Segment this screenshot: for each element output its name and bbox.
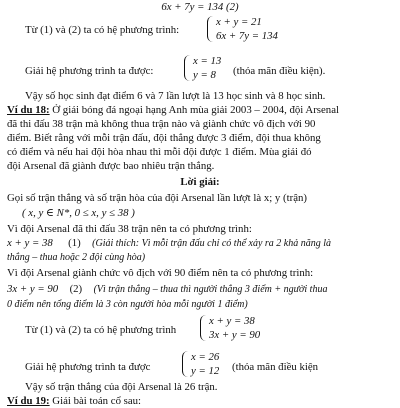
conclusion-text: Vậy số học sinh đạt điểm 6 và 7 lần lượt là 13 học sinh và 8 học sinh.: [25, 90, 326, 102]
paragraph-line: Gọi số trận thắng và số trận hòa của đội Arsenal lần lượt là x; y (trận): [7, 192, 307, 204]
equation-number: (1): [68, 237, 81, 249]
brace-icon: [200, 315, 207, 341]
example-18-label: Ví du 18:: [7, 104, 50, 116]
equation-2-header: 6x + 7y = 134 (2): [161, 1, 239, 13]
solution-title: Lời giải:: [180, 176, 220, 188]
example-19-text: Giải bài toán cổ sau:: [49, 395, 142, 407]
system-row: x = 13: [193, 55, 222, 67]
solution-intro-text: Giải hệ phương trình ta được:: [25, 65, 154, 77]
system-row: x + y = 21: [216, 16, 262, 28]
example-19-label: Ví du 19:: [7, 395, 50, 407]
condition-note: (thỏa mãn điều kiện).: [233, 65, 326, 77]
explanation-note: thắng – thua hoặc 2 đội cùng hòa): [7, 252, 146, 263]
brace-icon: [207, 16, 214, 42]
example-18-paragraph: [7, 103, 339, 117]
system-row: x = 26: [191, 351, 220, 363]
equation-1-line: [7, 236, 331, 250]
paragraph-line: Vì đội Arsenal đã thi đấu 38 trận nên ta có phương trình:: [7, 223, 252, 235]
system-row: x + y = 38: [209, 315, 255, 327]
paragraph-line: Vì đội Arsenal giành chức vô địch với 90 điểm nên ta có phương trình:: [7, 267, 314, 279]
system-row: y = 8: [193, 69, 216, 81]
brace-icon: [184, 55, 191, 81]
condition-note: (thỏa mãn điều kiện: [232, 361, 319, 373]
system-row: y = 12: [191, 365, 220, 377]
equation-system-2: [200, 315, 280, 345]
paragraph-line: đội Arsenal đã giành được bao nhiêu trận thắng.: [7, 160, 215, 172]
system-intro-text: Từ (1) và (2) ta có hệ phương trình: [25, 324, 177, 336]
explanation-note: 0 điểm nên tổng điểm là 3 còn người hòa mỗi người 1 điểm): [7, 299, 248, 310]
system-row: 6x + 7y = 134: [216, 30, 278, 42]
system-row: 3x + y = 90: [209, 329, 261, 341]
conclusion-text: Vậy số trận thắng của đội Arsenal là 26 trận.: [25, 381, 218, 393]
equation-1: x + y = 38: [7, 237, 53, 249]
paragraph-line: đã thi đấu 38 trận mà không thua trận nào và giành chức vô địch với 90: [7, 118, 316, 130]
example-19-paragraph: [7, 394, 141, 408]
equation-2-line: [7, 282, 327, 296]
system-intro-text: Từ (1) và (2) ta có hệ phương trình:: [25, 24, 180, 36]
equation-number: (2): [69, 283, 83, 295]
paragraph-line: có điểm và nếu hai đội hòa nhau thì mỗi đội được 1 điểm. Mùa giải đó: [7, 146, 312, 158]
condition-expression: ( x, y ∈ N*, 0 ≤ x, y ≤ 38 ): [22, 207, 135, 219]
equation-2: 3x + y = 90: [7, 283, 59, 295]
brace-icon: [182, 351, 189, 377]
explanation-note: (Vì trận thắng – thua thì người thắng 3 điểm + người thua: [93, 284, 328, 295]
explanation-note: (Giải thích: Vì mỗi trận đấu chỉ có thể xảy ra 2 khả năng là: [92, 238, 332, 249]
equation-system-1: [207, 16, 297, 46]
paragraph-line: điểm. Biết rằng với mỗi trận đấu, đội thắng được 3 điểm, đội thua không: [7, 132, 321, 144]
example-18-text: Ở giải bóng đá ngoại hạng Anh mùa giải 2003 – 2004, đội Arsenal: [49, 104, 339, 116]
solution-intro-text: Giải hệ phương trình ta được: [25, 361, 151, 373]
